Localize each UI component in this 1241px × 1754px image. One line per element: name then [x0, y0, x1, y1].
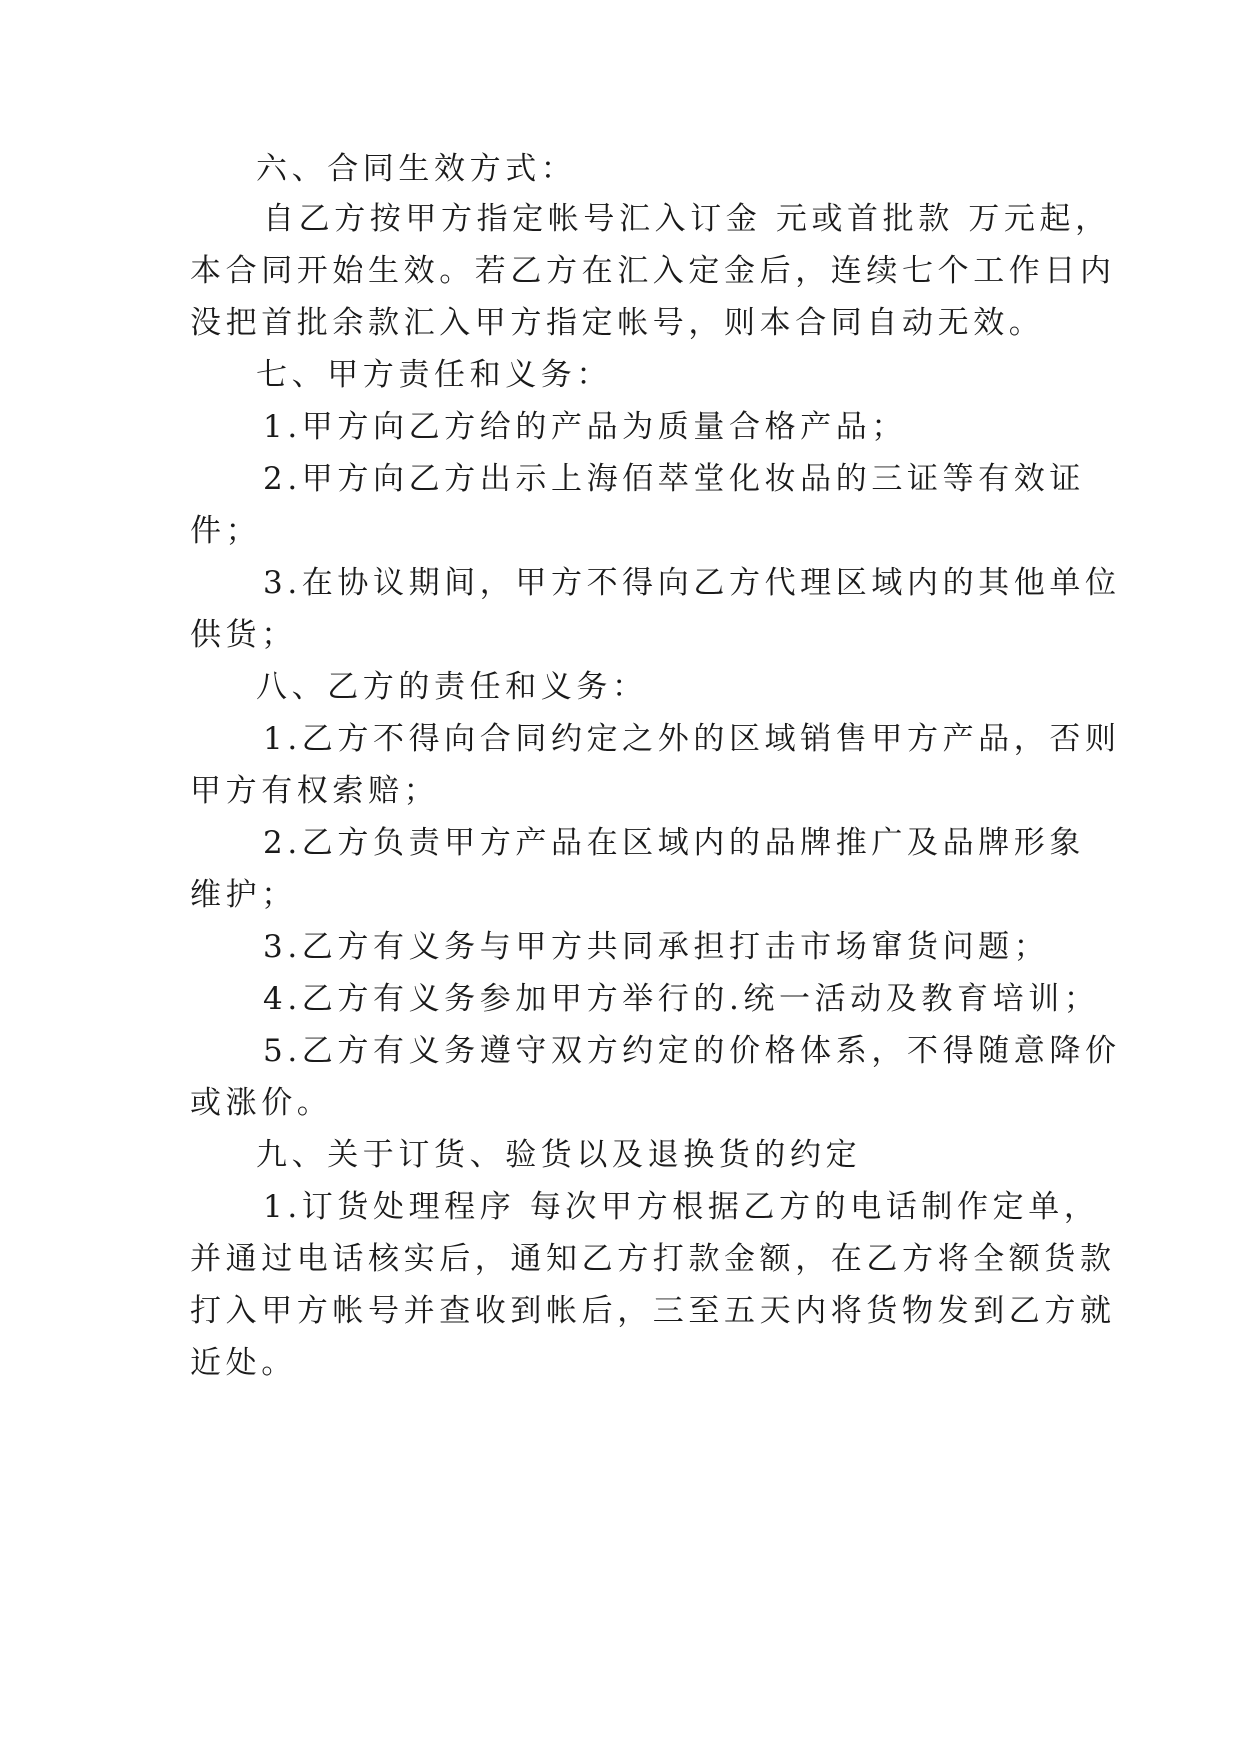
- list-item-continuation: 近处。: [190, 1345, 297, 1381]
- section-heading: 九、关于订货、验货以及退换货的约定: [256, 1137, 862, 1173]
- section-heading: 六、合同生效方式：: [256, 151, 577, 187]
- list-item-continuation: 甲方有权索赔；: [190, 773, 440, 809]
- list-item-continuation: 件；: [190, 513, 262, 549]
- list-item-continuation: 或涨价。: [190, 1085, 333, 1121]
- list-item: 4.乙方有义务参加甲方举行的.统一活动及教育培训；: [263, 981, 1100, 1017]
- list-item-continuation: 供货；: [190, 617, 297, 653]
- paragraph-line: 没把首批余款汇入甲方指定帐号，则本合同自动无效。: [190, 305, 1045, 341]
- list-item: 2.乙方负责甲方产品在区域内的品牌推广及品牌形象: [263, 825, 1085, 861]
- list-item: 1.甲方向乙方给的产品为质量合格产品；: [263, 409, 907, 445]
- list-item: 5.乙方有义务遵守双方约定的价格体系，不得随意降价: [263, 1033, 1121, 1069]
- list-item-continuation: 打入甲方帐号并查收到帐后，三至五天内将货物发到乙方就: [190, 1293, 1116, 1329]
- list-item: 1.订货处理程序 每次甲方根据乙方的电话制作定单，: [263, 1189, 1100, 1225]
- list-item: 3.乙方有义务与甲方共同承担打击市场窜货问题；: [263, 929, 1050, 965]
- paragraph-line: 自乙方按甲方指定帐号汇入订金 元或首批款 万元起，: [263, 201, 1111, 237]
- paragraph-line: 本合同开始生效。若乙方在汇入定金后，连续七个工作日内: [190, 253, 1116, 289]
- list-item: 3.在协议期间，甲方不得向乙方代理区域内的其他单位: [263, 565, 1121, 601]
- section-heading: 七、甲方责任和义务：: [256, 357, 612, 393]
- list-item: 1.乙方不得向合同约定之外的区域销售甲方产品，否则: [263, 721, 1121, 757]
- section-heading: 八、乙方的责任和义务：: [256, 669, 648, 705]
- list-item: 2.甲方向乙方出示上海佰萃堂化妆品的三证等有效证: [263, 461, 1085, 497]
- list-item-continuation: 维护；: [190, 877, 297, 913]
- list-item-continuation: 并通过电话核实后，通知乙方打款金额，在乙方将全额货款: [190, 1241, 1116, 1277]
